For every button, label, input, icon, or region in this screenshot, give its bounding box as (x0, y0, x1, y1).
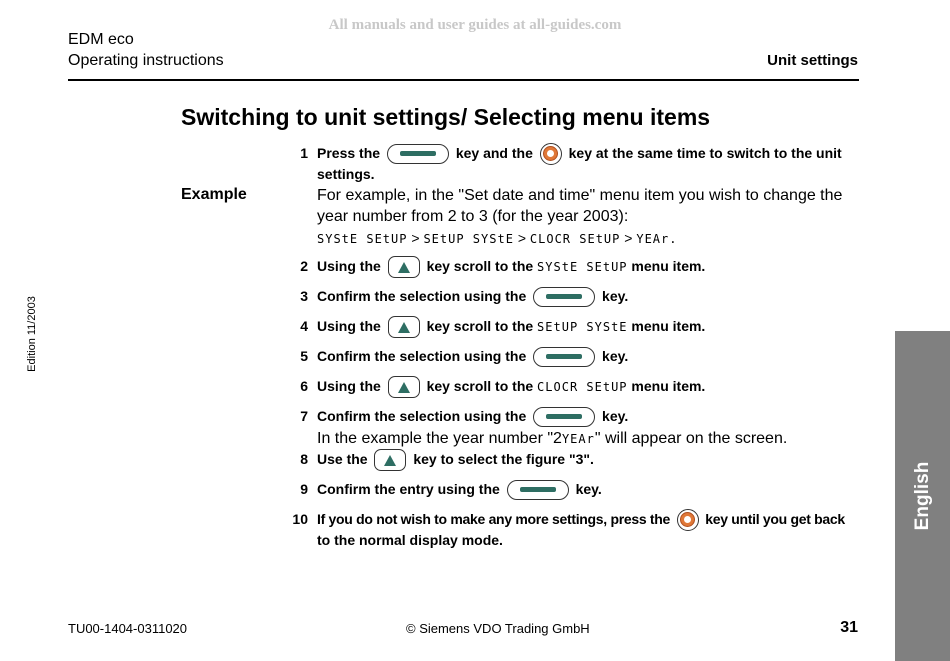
step-text: Confirm the selection using the (317, 288, 527, 304)
round-key-icon (540, 143, 562, 165)
lcd-text: CLOCR SEtUP (537, 380, 628, 394)
lcd-text: YEAr. (636, 232, 678, 246)
step-number: 5 (300, 348, 308, 364)
step-text: key scroll to the (426, 378, 534, 394)
page-title: Switching to unit settings/ Selecting menu items (181, 104, 711, 130)
step-text: menu item. (631, 318, 706, 334)
step-text: menu item. (631, 258, 706, 274)
path-separator: > (411, 230, 420, 246)
enter-key-icon (533, 407, 595, 427)
path-separator: > (624, 230, 633, 246)
up-key-icon (388, 316, 420, 338)
lcd-text: SYStE SEtUP (317, 232, 408, 246)
header-rule (68, 79, 859, 81)
step-text: If you do not wish to make any more settings, press the (317, 511, 671, 527)
example-text-line-1: For example, in the "Set date and time" menu item you wish to change the (317, 187, 843, 204)
step-text: key and the (455, 145, 533, 161)
step-text: key. (575, 481, 602, 497)
step-text: Confirm the selection using the (317, 408, 527, 424)
lcd-text: SEtUP SYStE (423, 232, 514, 246)
note-text: In the example the year number "2 (317, 430, 562, 447)
step-text: Using the (317, 378, 381, 394)
step-text: key until you get back (705, 511, 845, 527)
watermark: All manuals and user guides at all-guides.com (328, 17, 622, 33)
step-text: key. (602, 408, 629, 424)
step-4 (317, 316, 705, 338)
enter-key-icon (533, 287, 595, 307)
step-text: menu item. (631, 378, 706, 394)
step-number: 9 (300, 481, 308, 497)
header-doc-type: Operating instructions (68, 52, 224, 69)
footer-copyright: © Siemens VDO Trading GmbH (406, 621, 590, 636)
path-separator: > (517, 230, 527, 246)
step-1-cont: settings. (317, 166, 375, 182)
step-text: key scroll to the (426, 258, 534, 274)
round-key-icon (677, 509, 699, 531)
step-text: Confirm the entry using the (317, 481, 500, 497)
step-10-cont: to the normal display mode. (317, 532, 503, 548)
step-number: 4 (300, 318, 308, 334)
step-text: key. (602, 288, 629, 304)
lcd-text: SEtUP SYStE (537, 320, 628, 334)
step-7 (317, 406, 628, 427)
edition-label: Edition 11/2003 (26, 296, 38, 372)
step-number: 1 (300, 145, 308, 161)
note-text: " will appear on the screen. (594, 430, 788, 447)
page-number: 31 (840, 619, 858, 636)
step-text: key scroll to the (426, 318, 534, 334)
step-5 (317, 346, 628, 367)
step-8 (317, 449, 594, 471)
example-text-line-2: year number from 2 to 3 (for the year 2003): (317, 208, 629, 225)
enter-key-icon (533, 347, 595, 367)
header-product: EDM eco (68, 31, 134, 48)
step-text: key. (602, 348, 629, 364)
step-text: Confirm the selection using the (317, 348, 527, 364)
up-key-icon (388, 256, 420, 278)
step-text: key at the same time to switch to the unit (568, 145, 842, 161)
example-label: Example (181, 186, 247, 203)
language-tab-label: English (911, 461, 933, 531)
step-text: Using the (317, 258, 381, 274)
step-number: 6 (300, 378, 308, 394)
step-number: 7 (300, 408, 308, 424)
step-2 (317, 256, 705, 278)
footer-doc-number: TU00-1404-0311020 (68, 621, 188, 636)
step-text: Use the (317, 451, 368, 467)
header-section: Unit settings (767, 52, 858, 69)
step-10 (317, 509, 845, 531)
step-3 (317, 286, 628, 307)
step-number: 10 (292, 511, 308, 527)
up-key-icon (388, 376, 420, 398)
up-key-icon (374, 449, 406, 471)
step-text: key to select the figure "3". (413, 451, 594, 467)
lcd-text: SYStE SEtUP (537, 260, 628, 274)
step-number: 3 (300, 288, 308, 304)
step-9 (317, 479, 602, 500)
step-text: Using the (317, 318, 381, 334)
language-tab (895, 331, 950, 661)
step-6 (317, 376, 705, 398)
lcd-text: CLOCR SEtUP (529, 232, 621, 246)
step-7-note (317, 428, 787, 450)
enter-key-icon (507, 480, 569, 500)
step-number: 8 (300, 451, 308, 467)
example-menu-path (317, 228, 677, 250)
lcd-text: YEAr (561, 432, 595, 446)
step-text: Press the (317, 145, 381, 161)
step-number: 2 (300, 258, 308, 274)
enter-key-icon (387, 144, 449, 164)
step-1 (317, 143, 842, 165)
